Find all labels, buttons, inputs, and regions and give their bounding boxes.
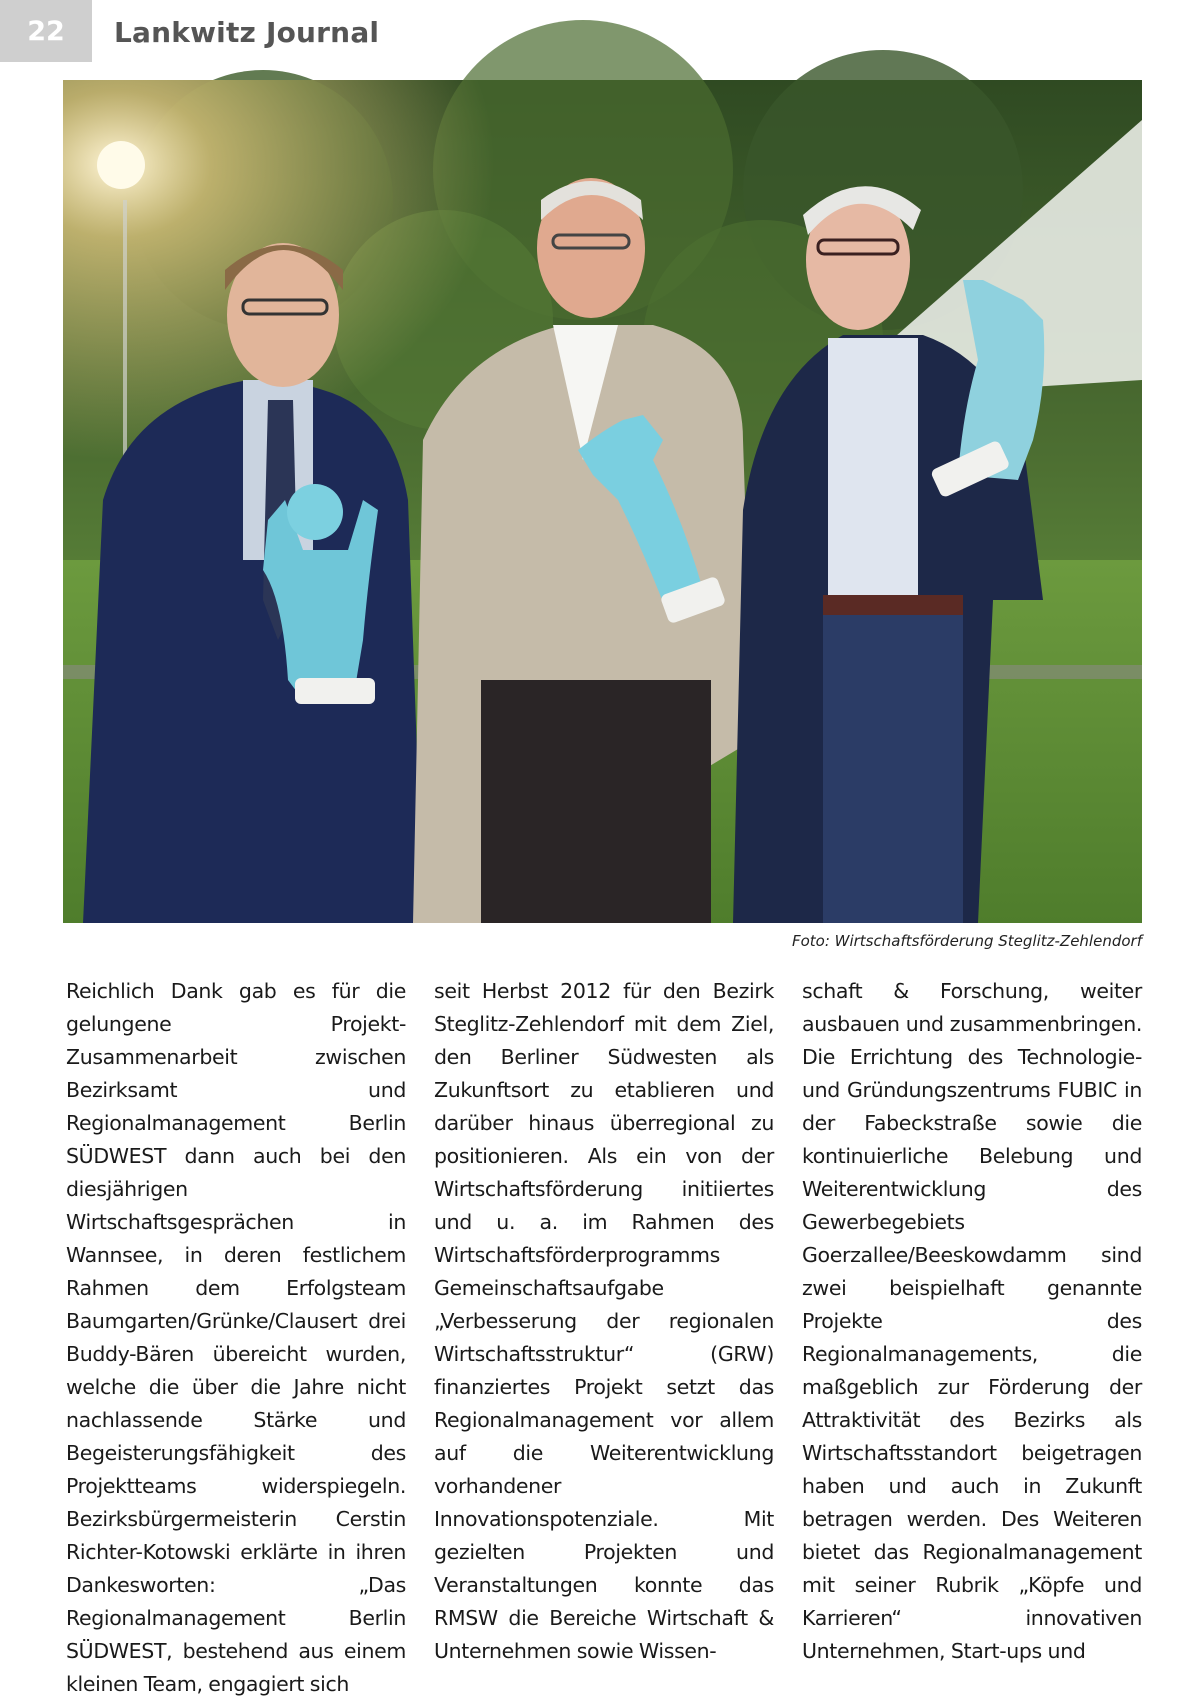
journal-title: Lankwitz Journal	[114, 16, 380, 49]
photo-credit: Foto: Wirtschaftsförderung Steglitz-Zehlendorf	[791, 932, 1142, 950]
article-column-1: Reichlich Dank gab es für die gelungene Projekt-Zusammenarbeit zwischen Bezirksamt und Regionalmanagement Berlin SÜDWEST dann auch bei den diesjährigen Wirtschaftsgesprächen in Wannsee, in deren festlichem Rahmen dem Erfolgsteam Baumgarten/Grünke/Clausert drei Buddy-Bären übereicht wurden, welche die über die Jahre nicht nachlassende Stärke und Begeisterungsfähigkeit des Projektteams widerspiegeln. Bezirksbürgermeisterin Cerstin Richter-Kotowski erklärte in ihren Dankesworten: „Das Regionalmanagement Berlin SÜDWEST, bestehend aus einem kleinen Team, engagiert sich	[66, 979, 406, 1696]
article-column-3: schaft & Forschung, weiter ausbauen und zusammenbringen. Die Errichtung des Technologie- und Gründungszentrums FUBIC in der Fabeckstraße sowie die kontinuierliche Belebung und Weiterentwicklung des Gewerbegebiets Goerzallee/Beeskowdamm sind zwei beispielhaft genannte Projekte des Regionalmanagements, die maßgeblich zur Förderung der Attraktivität des Bezirks als Wirtschaftsstandort beigetragen haben und auch in Zukunft betragen werden. Des Weiteren bietet das Regionalmanagement mit seiner Rubrik „Köpfe und Karrieren“ innovativen Unternehmen, Start-ups und	[802, 979, 1142, 1663]
article-photo	[63, 80, 1142, 923]
article-body	[66, 975, 1142, 1696]
article-column-2: seit Herbst 2012 für den Bezirk Steglitz-Zehlendorf mit dem Ziel, den Berliner Südwesten als Zukunftsort zu etablieren und darüber hinaus überregional zu positionieren. Als ein von der Wirtschaftsförderung initiiertes und u. a. im Rahmen des Wirtschaftsförderprogramms Gemeinschaftsaufgabe „Verbesserung der regionalen Wirtschaftsstruktur“ (GRW) finanziertes Projekt setzt das Regionalmanagement vor allem auf die Weiterentwicklung vorhandener Innovationspotenziale. Mit gezielten Projekten und Veranstaltungen konnte das RMSW die Bereiche Wirtschaft & Unternehmen sowie Wissen-	[434, 979, 774, 1663]
page-number: 22	[0, 0, 92, 62]
